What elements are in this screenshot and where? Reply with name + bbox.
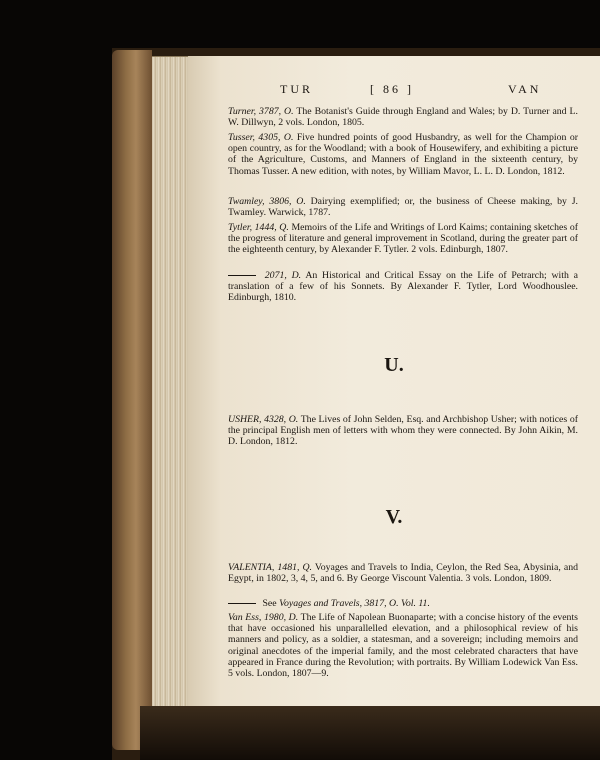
- section-heading-v: V.: [385, 506, 403, 528]
- entry-text: Voyages and Travels to India, Ceylon, the Red Sea, Abysinia, and Egypt, in 1802, 3, 4, 5, and 6. By George Viscount Valentia. 3 vols. London, 1809.: [228, 562, 578, 585]
- entry-ref: 2071, D.: [264, 270, 302, 281]
- entry-text: Memoirs of the Life and Writings of Lord Kaims; containing sketches of the progress of literature and general improvement in Scotland, during the greater part of the eighteenth century, by Alexander F. Tytler. 2 vols. Edinburgh, 1807.: [228, 222, 578, 256]
- entry-name: Van Ess,: [228, 612, 262, 623]
- entry-name: Tytler,: [228, 222, 253, 233]
- bottom-shadow: [140, 706, 600, 760]
- entry-text: The Botanist's Guide through England and Wales; by D. Turner and L. W. Dillwyn, 2 vols. London, 1805.: [228, 106, 578, 129]
- running-head: [188, 82, 600, 98]
- page-number: [ 86 ]: [370, 82, 414, 96]
- entry-turner: [228, 106, 578, 128]
- entry-usher: [228, 414, 578, 448]
- entry-ref: 4328, O.: [264, 414, 299, 425]
- entry-valentia: [228, 562, 578, 584]
- entry-ref: 1481, Q.: [277, 562, 313, 573]
- page-edges: [152, 56, 192, 707]
- entry-ref: See: [262, 598, 277, 609]
- entry-ref: 4305, O.: [258, 132, 294, 143]
- entry-twamley: [228, 196, 578, 218]
- entry-name: Turner,: [228, 106, 257, 117]
- entry-tytler: [228, 222, 578, 256]
- entry-text: Five hundred points of good Husbandry, as well for the Champion or open country, as for the Woodland; with a book of Housewifery, and exhibiting a picture of the Agriculture, Customs, and Manners of England in the sixteenth century, by Thomas Tusser. A new edition, with notes, by William Mavor, L. L. D. London, 1812.: [228, 132, 578, 177]
- running-head-left: TUR: [280, 82, 313, 96]
- section-heading-u: U.: [384, 354, 404, 376]
- entry-text: Dairying exemplified; or, the business of Cheese making, by J. Twamley. Warwick, 1787.: [228, 196, 579, 219]
- ditto-dash: [228, 603, 256, 604]
- entry-ref: 3787, O.: [259, 106, 294, 117]
- entry-text: The Life of Napolean Buonaparte; with a concise history of the events that have occasioned his unparallelled elevation, and a philosophical review of his manners and policy, as a soldier, a statesman, and a sovereign; including memoirs and original anecdotes of the imperial family, and the most celebrated characters that have appeared in France during the Revolution; with portraits. By William Lodewick Van Ess. 5 vols. London, 1807—9.: [228, 612, 578, 680]
- entry-text: Voyages and Travels, 3817, O. Vol. 11.: [279, 598, 430, 609]
- entry-name: USHER,: [228, 414, 262, 425]
- running-head-right: VAN: [508, 82, 542, 96]
- entry-tytler-2: [228, 270, 578, 304]
- entry-ref: 3806, O.: [269, 196, 306, 207]
- entry-ref: 1980, D.: [264, 612, 299, 623]
- book-page: [188, 56, 600, 706]
- entry-valentia-see: [228, 598, 578, 609]
- entry-name: Twamley,: [228, 196, 265, 207]
- entry-tusser: [228, 132, 578, 177]
- entry-van-ess: [228, 612, 578, 679]
- book-spine: [112, 50, 152, 750]
- entry-text: An Historical and Critical Essay on the Life of Petrarch; with a translation of a few of his Sonnets. By Alexander F. Tytler, Lord Woodhouslee. Edinburgh, 1810.: [228, 270, 578, 304]
- entry-name: Tusser,: [228, 132, 255, 143]
- entry-ref: 1444, Q.: [254, 222, 289, 233]
- entry-name: VALENTIA,: [228, 562, 275, 573]
- entry-text: The Lives of John Selden, Esq. and Archbishop Usher; with notices of the principal English men of letters with whom they were connected. By John Aikin, M. D. London, 1812.: [228, 414, 578, 448]
- ditto-dash: [228, 275, 256, 276]
